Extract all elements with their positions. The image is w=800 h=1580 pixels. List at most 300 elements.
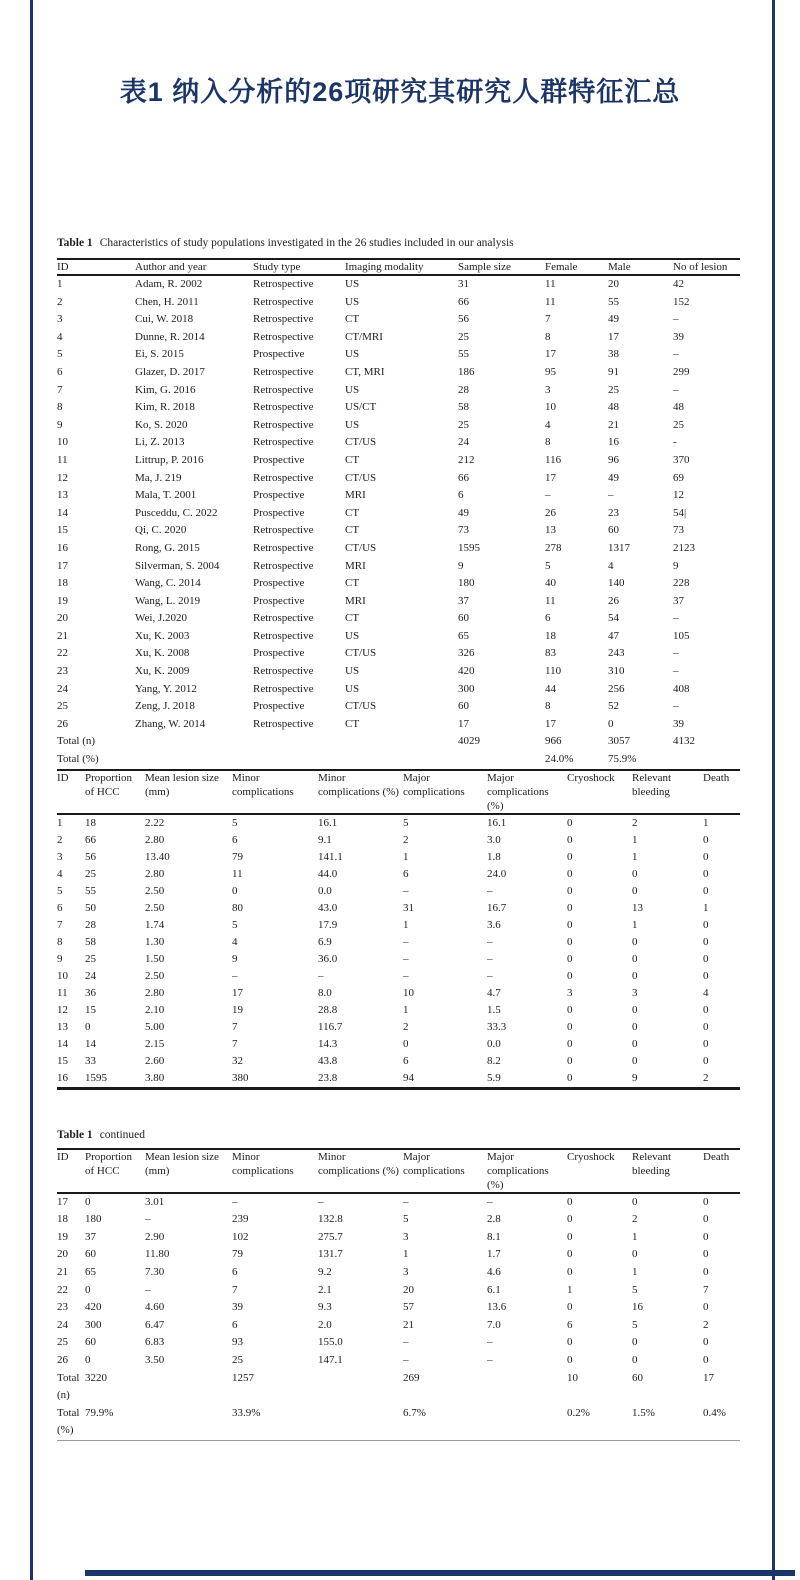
table-cell: 5 [632,1318,638,1331]
table-cell: 0 [567,1353,573,1366]
table-cell: 2.90 [145,1230,165,1243]
column-header: Mean lesion size (mm) [145,1150,219,1177]
total-pct-row [57,751,740,769]
table-cell: 0 [632,867,638,880]
table-row [57,1299,740,1317]
table-row [57,311,740,329]
table-cell: Retrospective [253,471,314,484]
table-cell: 9 [57,952,63,965]
table-cell: 33 [85,1054,96,1067]
table-cell: 0 [567,1266,573,1278]
totals-section [57,733,740,768]
slide-title: 表1 纳入分析的26项研究其研究人群特征汇总 [119,77,681,107]
table-cell: Rong, G. 2015 [135,541,200,554]
table-cell: 95 [545,365,556,378]
table-cell: – [673,313,679,326]
table-cell: 11 [57,986,68,999]
table-cell: 2.50 [145,901,165,914]
table-cell: 102 [232,1230,249,1243]
table-cell: 39 [673,330,684,343]
table-cell: 0 [703,1301,709,1314]
table-cell: 25 [85,867,96,880]
table-row [57,593,740,611]
total-cell: 24.0% [545,753,574,766]
table-cell: 23.8 [318,1071,338,1084]
column-header: Relevant bleeding [632,1150,672,1177]
table-cell: 79 [232,1248,243,1261]
table-cell: 12 [57,471,68,484]
column-header: Major complications [403,1150,465,1177]
column-header: Relevant bleeding [632,771,672,798]
table-cell: 31 [458,278,469,290]
total-n-row [57,1370,740,1405]
table-cell: CT [345,612,360,625]
table-cell: Ma, J. 219 [135,471,182,484]
table-cell: 0 [703,969,709,982]
total-cell: 1257 [232,1371,254,1384]
table-cell: – [608,489,614,502]
table-row [57,1053,740,1070]
table-cell: 0 [703,884,709,897]
complications-table-continued [57,1148,740,1441]
table-cell: US [345,629,360,642]
table-cell: – [487,1336,493,1349]
total-cell: 3220 [85,1371,107,1384]
table-cell: – [403,1195,409,1208]
table-cell: 0 [703,1003,709,1016]
table-cell: 26 [57,1353,68,1366]
table-cell: 2 [632,816,638,829]
total-cell: 17 [703,1371,714,1384]
column-header: Study type [253,261,301,273]
table-cell: 10 [57,436,68,449]
table-row [57,917,740,934]
table-cell: Xu, K. 2003 [135,629,190,642]
table-cell: 19 [57,1230,68,1243]
table-cell: 15 [57,524,68,537]
total-cell: 6.7% [403,1406,426,1419]
total-cell [318,1370,403,1405]
table-cell: 54 [608,612,619,625]
table-cell: 0 [85,1195,91,1208]
table-cell: 0 [703,1248,709,1261]
table-cell: 11 [232,867,243,880]
table-cell: 1 [403,1003,409,1016]
table-cell: 15 [85,1003,96,1016]
table-cell: Adam, R. 2002 [135,278,203,290]
table-cell: Retrospective [253,629,314,642]
column-header: Mean lesion size (mm) [145,771,219,798]
table-cell: 28 [458,383,469,396]
table-cell: 0 [703,1266,709,1278]
table-cell: Li, Z. 2013 [135,436,185,449]
table-cell: Prospective [253,348,305,361]
table-cell: 9 [57,418,63,431]
table-cell: – [403,952,409,965]
column-header: Death [703,1150,730,1163]
table-cell: Mala, T. 2001 [135,489,197,502]
table-cell: 66 [85,833,96,846]
table-cell: 4.60 [145,1301,165,1314]
table-cell: 4 [232,935,238,948]
table-cell: 2123 [673,541,695,554]
complication-rows [57,814,740,1089]
table-cell: Xu, K. 2008 [135,647,190,660]
table-cell: 2.10 [145,1003,165,1016]
table-cell: 243 [608,647,625,660]
table-cell: Prospective [253,594,305,607]
table-cell: 8.0 [318,986,332,999]
table-cell: 37 [673,594,684,607]
table-cell: 73 [673,524,684,537]
table-cell: 83 [545,647,556,660]
table-cell: Prospective [253,506,305,519]
table-cell: 1.8 [487,850,501,863]
table-cell: 25 [57,1336,68,1349]
table-cell: US [345,295,360,308]
table-cell: – [673,383,679,396]
table-cell: 17 [57,559,68,572]
table-cell: 2.80 [145,833,165,846]
table-cell: 3.0 [487,833,501,846]
table-cell: 1 [632,1230,638,1243]
table-row [57,1334,740,1352]
table-cell: 0 [703,935,709,948]
table-row [57,951,740,968]
table-row [57,985,740,1002]
table-cell: 2.50 [145,884,165,897]
table-cell: – [487,884,493,897]
table-row [57,645,740,663]
total-cell [458,751,545,769]
table-row [57,628,740,646]
total-cell [487,1405,567,1441]
table-cell: 7 [703,1283,709,1296]
table-cell: 48 [673,401,684,414]
table-cell: 0 [567,1213,573,1226]
column-header: ID [57,771,69,784]
table-cell: 17 [57,1195,68,1208]
table-cell: 0 [567,935,573,948]
table-cell: 16.7 [487,901,507,914]
table-cell: 6 [232,1318,238,1331]
table-cell: – [487,969,493,982]
table-cell: 14 [57,1037,68,1050]
table-cell: 2 [57,833,63,846]
table-cell: 96 [608,453,619,466]
table-cell: Wei, J.2020 [135,612,187,625]
table-cell: – [232,969,238,982]
table-cell: 13 [545,524,556,537]
table-cell: Retrospective [253,665,314,678]
table-cell: 0 [632,1020,638,1033]
table-cell: 5 [545,559,551,572]
table-cell: 23 [608,506,619,519]
table-cell: 6 [545,612,551,625]
total-cell [345,751,458,769]
table-cell: 5 [632,1283,638,1296]
table-cell: 10 [545,401,556,414]
table-cell: 39 [232,1301,243,1314]
table-cell: 93 [232,1336,243,1349]
table-row [57,849,740,866]
table-cell: 1 [632,918,638,931]
table-cell: 6.47 [145,1318,165,1331]
table-cell: 8 [545,330,551,343]
total-cell: 33.9% [232,1406,261,1419]
table-row [57,1070,740,1089]
table-cell: 5.9 [487,1071,501,1084]
table-cell: 18 [85,816,96,829]
table-cell: 60 [458,612,469,625]
table-row [57,968,740,985]
table-row [57,1229,740,1247]
table-row [57,814,740,832]
table-cell: 0 [567,1020,573,1033]
table-row [57,1317,740,1335]
table-cell: 13.40 [145,850,170,863]
table-cell: CT/US [345,471,377,484]
table-cell: 12 [57,1003,68,1016]
table-cell: 33.3 [487,1020,507,1033]
table-cell: 1 [703,901,709,914]
total-cell: 0.2% [567,1406,590,1419]
table-cell: 17 [608,330,619,343]
table-cell: 0 [403,1037,409,1050]
table-cell: 11 [545,594,556,607]
table-cell: Chen, H. 2011 [135,295,199,308]
table-cell: 5 [232,816,238,829]
table-cell: Xu, K. 2009 [135,665,190,678]
table-cell: 47 [608,629,619,642]
table-cell: 2.50 [145,969,165,982]
table-cell: 0 [703,1037,709,1050]
table-cell: 9 [232,952,238,965]
column-header: Major complications (%) [487,771,549,812]
table-cell: Wang, C. 2014 [135,577,201,590]
table-cell: 0 [703,1336,709,1349]
table-cell: 256 [608,682,625,695]
table-row [57,329,740,347]
table-cell: 1.5 [487,1003,501,1016]
table-cell: 49 [608,313,619,326]
table-cell: 1.7 [487,1248,501,1261]
table-cell: 4 [608,559,614,572]
table-cell: 9.1 [318,833,332,846]
table-cell: 12 [673,489,684,502]
total-cell [487,1370,567,1405]
table-cell: 25 [458,418,469,431]
table-cell: 0 [632,1037,638,1050]
table-cell: 0 [703,867,709,880]
table-cell: 8 [57,935,63,948]
table-cell: 17 [545,471,556,484]
table-cell: 3 [403,1266,409,1278]
table-cell: 50 [85,901,96,914]
table-cell: 48 [608,401,619,414]
column-header: Minor complications (%) [318,1150,399,1177]
table-cell: 299 [673,365,690,378]
column-header: Imaging modality [345,261,424,273]
table-caption-label: Table 1 [57,237,93,249]
table-cell: 5 [57,884,63,897]
table-cell: 6 [403,867,409,880]
table-cell: 278 [545,541,562,554]
table-cell: – [673,348,679,361]
table-cell: 5 [403,816,409,829]
table-cell: 22 [57,1283,68,1296]
table-cell: 44 [545,682,556,695]
table-cell: – [545,489,551,502]
table-cell: 32 [232,1054,243,1067]
table-cell: 105 [673,629,690,642]
total-cell: 75.9% [608,753,637,766]
column-header: Female [545,261,578,273]
table-cell: 0 [85,1283,91,1296]
table-cell: 0 [567,1336,573,1349]
table-cell: 18 [545,629,556,642]
table-cell: 28.8 [318,1003,338,1016]
total-n-row [57,733,740,751]
table-cell: 14 [85,1037,96,1050]
paper-table-figure [57,236,740,1441]
total-cell: 1.5% [632,1406,655,1419]
table-row [57,364,740,382]
table-cell: 0 [703,1213,709,1226]
table-cell: 0 [703,833,709,846]
table-cell: CT/MRI [345,330,383,343]
table-cell: 110 [545,665,562,678]
table-cell: 1 [703,816,709,829]
table-cell: CT/US [345,647,377,660]
total-cell: 269 [403,1371,420,1384]
table-cell: 24 [57,682,68,695]
table-cell: 6 [57,365,63,378]
table-cell: 20 [57,612,68,625]
table-cell: 11 [545,278,556,290]
table-cell: 1 [632,850,638,863]
bottom-border-bar [85,1570,795,1576]
table-cell: 55 [85,884,96,897]
total-cell [135,751,253,769]
table-cell: 22 [57,647,68,660]
table-row [57,900,740,917]
table-cell: 0.0 [318,884,332,897]
table-cell: 0 [632,952,638,965]
table-cell: MRI [345,594,366,607]
table-cell: 141.1 [318,850,343,863]
table-cell: 69 [673,471,684,484]
table-row [57,866,740,883]
table-cell: 1 [403,918,409,931]
table-row [57,681,740,699]
table-cell: 186 [458,365,475,378]
total-cell: 966 [545,735,562,748]
header-row [57,770,740,814]
table-cell: 21 [57,629,68,642]
table-cell: 212 [458,453,475,466]
table-cell: - [673,436,677,449]
table-cell: 2.8 [487,1213,501,1226]
table-cell: 56 [458,313,469,326]
total-pct-row [57,1405,740,1441]
table-cell: 420 [458,665,475,678]
table-cell: 3 [403,1230,409,1243]
table-cell: 60 [608,524,619,537]
table-cell: 20 [608,278,619,290]
study-rows [57,275,740,733]
table-cell: 7 [57,918,63,931]
total-cell: 60 [632,1371,643,1384]
table-cell: 4 [545,418,551,431]
table-cell: 4 [57,330,63,343]
table-cell: 24.0 [487,867,507,880]
table-cell: MRI [345,489,366,502]
table-row [57,470,740,488]
table-cell: CT [345,717,360,730]
column-header: No of lesion [673,261,728,273]
table-cell: 60 [85,1336,96,1349]
table-cell: 0 [703,850,709,863]
table-cell: 9.2 [318,1266,332,1278]
table-row [57,294,740,312]
table-cell: Kim, R. 2018 [135,401,195,414]
table-row [57,1019,740,1036]
table-cell: 0 [632,1336,638,1349]
table-row [57,1002,740,1019]
total-cell [345,733,458,751]
table-row [57,1264,740,1282]
table-cell: Qi, C. 2020 [135,524,187,537]
table-cell: Yang, Y. 2012 [135,682,197,695]
table-cell: 13 [57,489,68,502]
table-cell: 0 [632,1353,638,1366]
table-cell: 4 [703,986,709,999]
right-border-bar [772,0,775,1580]
table-row [57,1211,740,1229]
column-header: Major complications (%) [487,1150,549,1191]
complications-table [57,769,740,1090]
table-cell: 5 [57,348,63,361]
table-cell: – [403,969,409,982]
table-cell: 147.1 [318,1353,343,1366]
table-cell: 49 [608,471,619,484]
column-header: Proportion of HCC [85,771,133,798]
table-cell: 43.8 [318,1054,338,1067]
table-cell: 28 [85,918,96,931]
total-cell: 3057 [608,735,630,748]
table-cell: 80 [232,901,243,914]
table-cell: US/CT [345,401,377,414]
table-cell: 0 [567,833,573,846]
table-cell: 5 [232,918,238,931]
totals-section [57,1370,740,1441]
table-cell: 17 [458,717,469,730]
table-cell: 17 [545,348,556,361]
table-cell: 275.7 [318,1230,343,1243]
table-cell: 2.0 [318,1318,332,1331]
table-cell: 2.22 [145,816,165,829]
column-header: Author and year [135,261,207,273]
table-cell: 19 [232,1003,243,1016]
table-cell: 11 [57,453,68,466]
table-cell: 0 [567,850,573,863]
table-cell: 152 [673,295,690,308]
table-cell: 0 [567,1003,573,1016]
total-cell: 10 [567,1371,578,1384]
table-cell: Dunne, R. 2014 [135,330,205,343]
table-cell: 6 [567,1318,573,1331]
